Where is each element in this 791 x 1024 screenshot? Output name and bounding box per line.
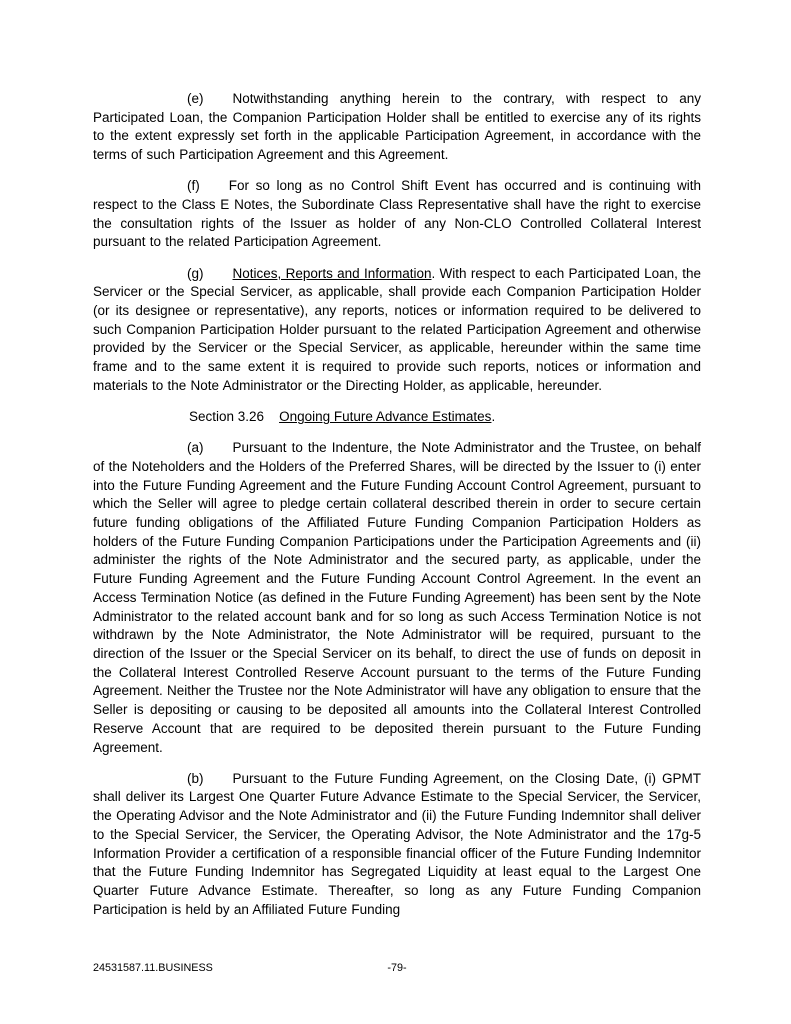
paragraph-e [93, 90, 701, 165]
paragraph-a [93, 439, 701, 757]
paragraph-a-label: (a) [187, 440, 204, 456]
paragraph-f-label: (f) [187, 178, 200, 194]
paragraph-b [93, 770, 701, 920]
document-body [93, 90, 701, 932]
section-heading-3-26 [93, 408, 701, 427]
paragraph-g-text: . With respect to each Participated Loan, the Servicer or the Special Servicer, as applicable, shall provide each Companion Participation Holder (or its designee or representative), any reports, notices or information required to be delivered to such Companion Participation Holder pursuant to the related Participation Agreement and otherwise provided by the Servicer or the Special Servicer, as applicable, hereunder within the same time frame and to the same extent it is required to provide such reports, notices or information and materials to the Note Administrator or the Directing Holder, as applicable, hereunder. [93, 265, 701, 393]
paragraph-e-text: Notwithstanding anything herein to the contrary, with respect to any Participated Loan, the Companion Participation Holder shall be entitled to exercise any of its rights to the extent expressly set forth in the applicable Participation Agreement, in accordance with the terms of such Participation Agreement and this Agreement. [93, 91, 701, 163]
paragraph-e-label: (e) [187, 91, 204, 106]
paragraph-f-text: For so long as no Control Shift Event has occurred and is continuing with respect to the Class E Notes, the Subordinate Class Representative shall have the right to exercise the consultation rights of the Issuer as holder of any Non-CLO Controlled Collateral Interest pursuant to the related Participation Agreement. [93, 178, 701, 250]
paragraph-g-label: (g) [187, 265, 204, 281]
paragraph-g-heading: Notices, Reports and Information [232, 265, 432, 281]
paragraph-a-text: Pursuant to the Indenture, the Note Administrator and the Trustee, on behalf of the Noteholders and the Holders of the Preferred Shares, will be directed by the Issuer to (i) enter into the Future Funding Agreement and the Future Funding Account Control Agreement, pursuant to which the Seller will agree to pledge certain collateral described therein in order to secure certain future funding obligations of the Affiliated Future Funding Companion Participation Holders as holders of the Future Funding Companion Participations under the Participation Agreements and (ii) administer the rights of the Note Administrator and the secured party, as applicable, under the Future Funding Agreement and the Future Funding Account Control Agreement. In the event an Access Termination Notice (as defined in the Future Funding Agreement) has been sent by the Note Administrator to the related account bank and for so long as such Access Termination Notice is not withdrawn by the Note Administrator, the Note Administrator will be required, pursuant to the direction of the Issuer or the Special Servicer on its behalf, to direct the use of funds on deposit in the Collateral Interest Controlled Reserve Account pursuant to the terms of the Future Funding Agreement. Neither the Trustee nor the Note Administrator will have any obligation to ensure that the Seller is depositing or causing to be deposited all amounts into the Collateral Interest Controlled Reserve Account that are required to be deposited therein pursuant to the Future Funding Agreement. [93, 440, 701, 755]
paragraph-f [93, 177, 701, 252]
section-title-period: . [491, 409, 496, 425]
document-id: 24531587.11.BUSINESS [93, 962, 213, 974]
paragraph-b-label: (b) [187, 770, 204, 786]
section-title: Ongoing Future Advance Estimates [279, 409, 492, 425]
page-number: -79- [387, 962, 407, 974]
paragraph-b-text: Pursuant to the Future Funding Agreement, on the Closing Date, (i) GPMT shall deliver its Largest One Quarter Future Advance Estimate to the Special Servicer, the Servicer, the Operating Advisor and the Note Administrator and (ii) the Future Funding Indemnitor shall deliver to the Special Servicer, the Servicer, the Operating Advisor, the Note Administrator and the 17g-5 Information Provider a certification of a responsible financial officer of the Future Funding Indemnitor that the Future Funding Indemnitor has Segregated Liquidity at least equal to the Largest One Quarter Future Advance Estimate. Thereafter, so long as any Future Funding Companion Participation is held by an Affiliated Future Funding [93, 770, 701, 917]
paragraph-g [93, 265, 701, 396]
section-number: Section 3.26 [189, 409, 265, 425]
